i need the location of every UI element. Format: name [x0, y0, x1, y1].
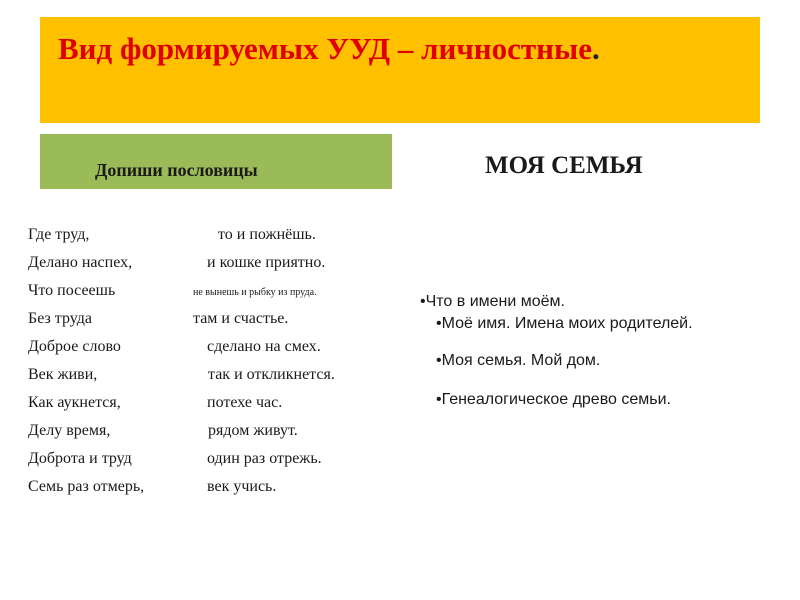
title-banner	[40, 17, 760, 123]
proverb-start: Делано наспех,	[28, 254, 133, 271]
proverb-end: то и пожнёшь.	[218, 226, 316, 243]
proverb-end: не вынешь и рыбку из пруда.	[193, 287, 317, 298]
family-topic-item: •Моя семья. Мой дом.	[436, 352, 601, 369]
proverb-end: там и счастье.	[193, 310, 289, 327]
proverb-row	[28, 450, 388, 478]
proverb-start: Как аукнется,	[28, 394, 121, 411]
proverb-end: сделано на смех.	[207, 338, 321, 355]
proverb-row	[28, 338, 388, 366]
proverb-row	[28, 478, 388, 506]
proverb-row	[28, 226, 388, 254]
proverb-start: Делу время,	[28, 422, 111, 439]
proverb-start: Доброе слово	[28, 338, 121, 355]
family-topic-item: •Моё имя. Имена моих родителей.	[436, 315, 693, 332]
slide-title	[58, 31, 600, 67]
proverb-end: потехе час.	[207, 394, 283, 411]
proverb-end: один раз отрежь.	[207, 450, 322, 467]
proverb-row	[28, 282, 388, 310]
proverb-start: Где труд,	[28, 226, 90, 243]
proverb-row	[28, 422, 388, 450]
family-heading: МОЯ СЕМЬЯ	[485, 152, 643, 179]
title-text: Вид формируемых УУД – личностные	[58, 31, 592, 66]
proverb-row	[28, 254, 388, 282]
proverb-start: Семь раз отмерь,	[28, 478, 145, 495]
title-dot: .	[591, 31, 600, 66]
proverb-list	[28, 226, 388, 506]
family-topic-item: •Генеалогическое древо семьи.	[436, 391, 671, 408]
proverb-row	[28, 394, 388, 422]
task-label: Допиши пословицы	[95, 160, 258, 180]
proverb-start: Без труда	[28, 310, 93, 327]
proverb-end: век учись.	[207, 478, 277, 495]
proverb-start: Доброта и труд	[28, 450, 132, 467]
proverb-start: Что посеешь	[28, 282, 116, 299]
proverb-row	[28, 366, 388, 394]
proverb-end: рядом живут.	[208, 422, 298, 439]
proverb-row	[28, 310, 388, 338]
proverb-start: Век живи,	[28, 366, 98, 383]
proverb-end: так и откликнется.	[208, 366, 335, 383]
family-topics-list	[420, 293, 693, 413]
task-label-box	[40, 134, 392, 189]
proverb-end: и кошке приятно.	[207, 254, 326, 271]
family-topic-item: •Что в имени моём.	[420, 293, 565, 310]
